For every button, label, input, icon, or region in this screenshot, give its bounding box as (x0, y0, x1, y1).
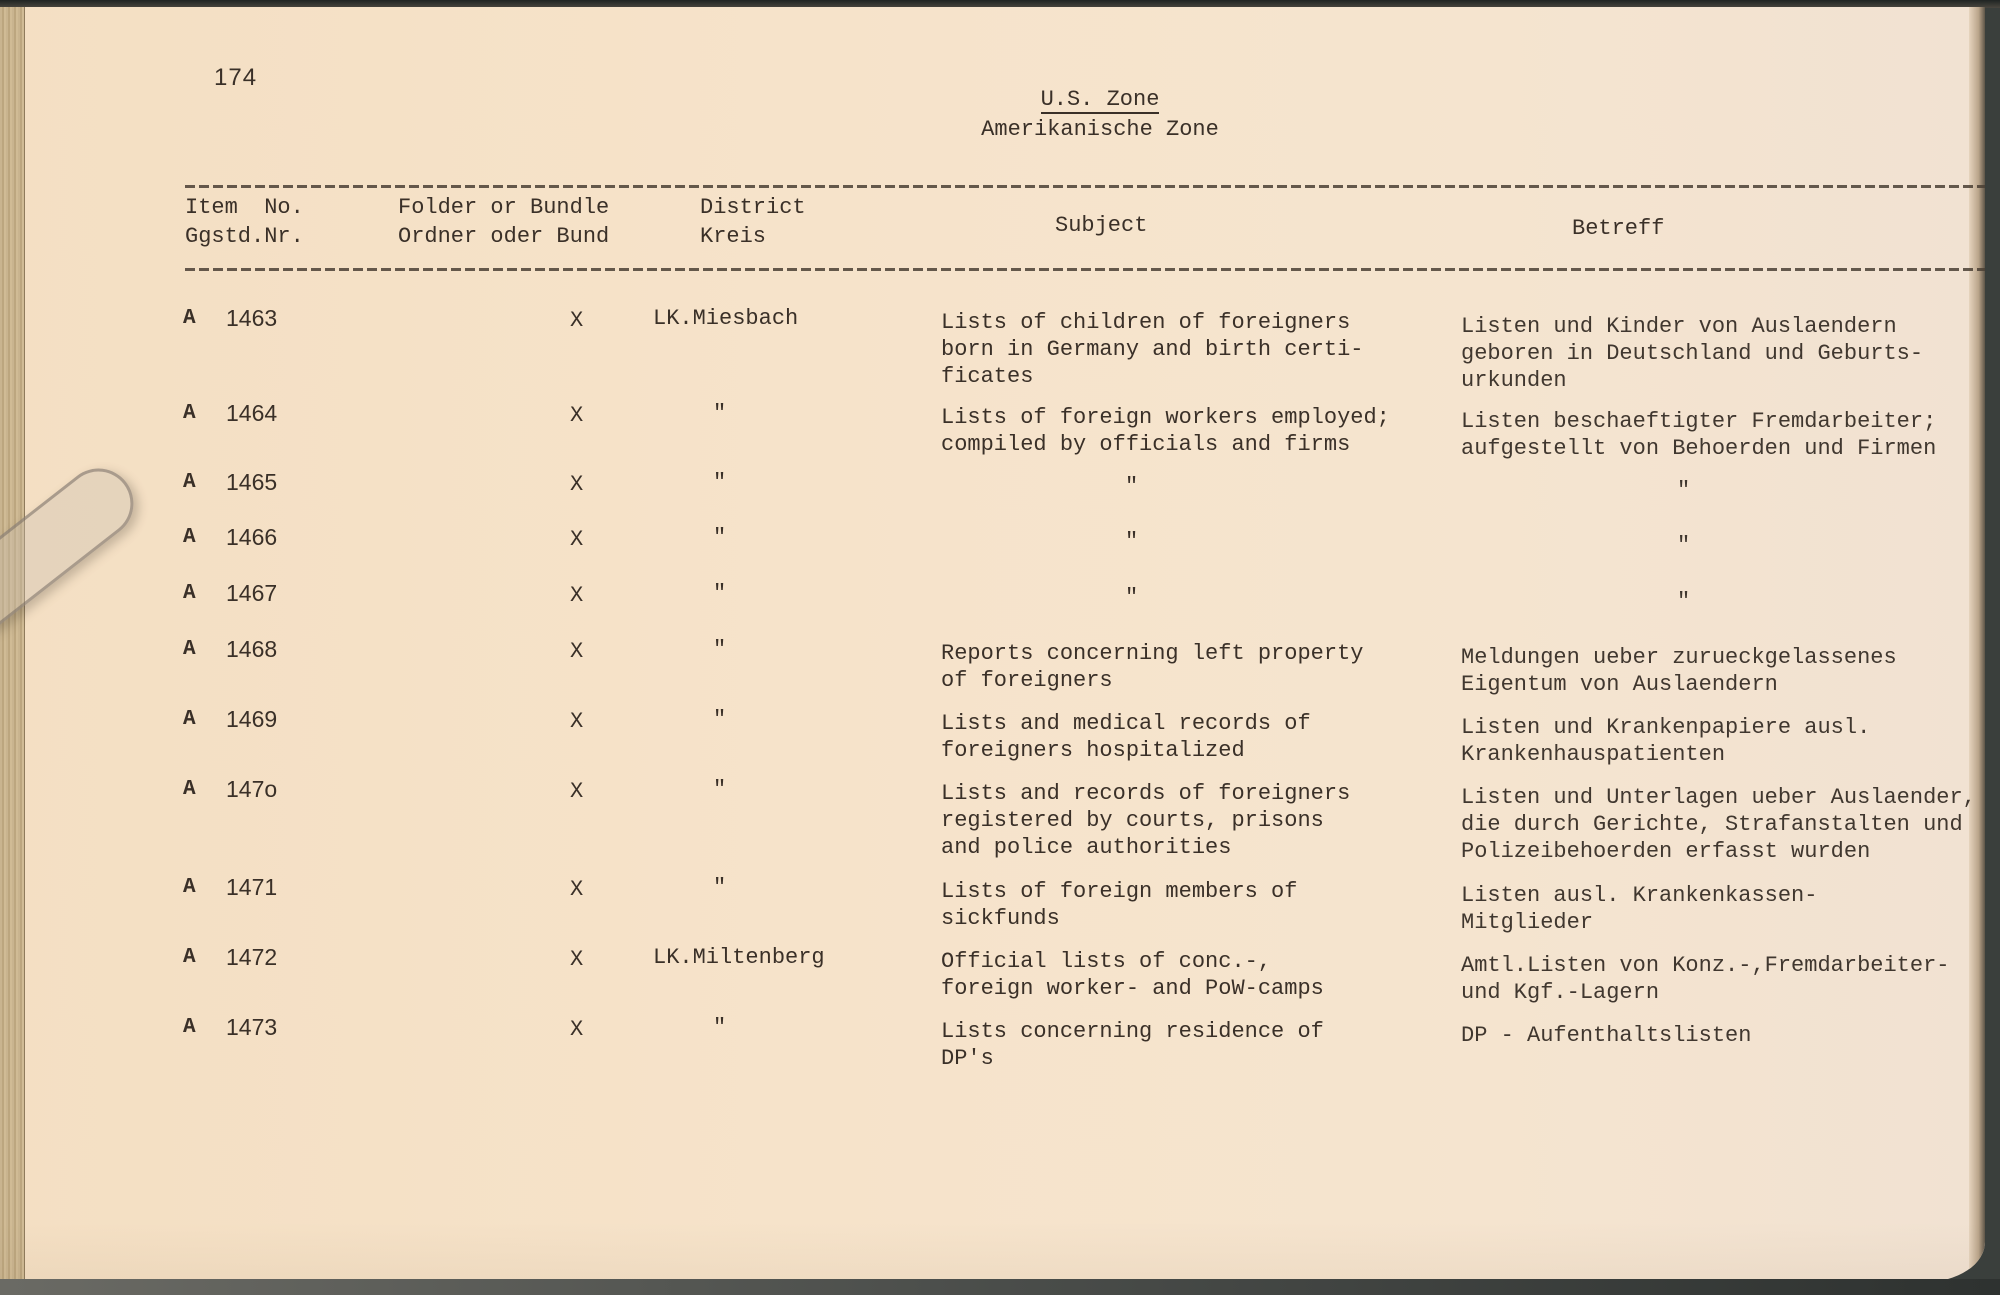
district-name: LK.Miesbach (653, 306, 799, 331)
subject-line: compiled by officials and firms (941, 432, 1351, 457)
item-number: 1463 (226, 305, 278, 331)
zone-title-german: Amerikanische Zone (981, 117, 1219, 142)
item-number: 1467 (226, 580, 278, 606)
subject-line: Lists and records of foreigners (941, 781, 1351, 806)
betreff-line: Listen und Kinder von Auslaendern (1461, 314, 1897, 339)
item-number: 1473 (226, 1014, 278, 1040)
betreff-line: geboren in Deutschland und Geburts- (1461, 341, 1924, 366)
folder-mark: X (570, 1017, 584, 1042)
betreff-text (1461, 408, 1981, 462)
subject-line: Lists of children of foreigners (941, 310, 1351, 335)
betreff-line: urkunden (1461, 368, 1567, 393)
item-number: 147o (226, 776, 278, 802)
betreff-line: Polizeibehoerden erfasst wurden (1461, 839, 1871, 864)
item-prefix: A (183, 708, 196, 731)
column-header-item (185, 193, 304, 251)
subject-line: Lists of foreign members of (941, 879, 1298, 904)
subject-line: ficates (941, 364, 1034, 389)
item-prefix: A (183, 582, 196, 605)
betreff-line: " (1677, 589, 1691, 614)
district-name: " (713, 637, 727, 662)
item-number: 1465 (226, 469, 278, 495)
district-name: " (713, 525, 727, 550)
subject-line: Lists and medical records of (941, 711, 1311, 736)
column-header-subject: Subject (1055, 213, 1148, 238)
item-number: 1469 (226, 706, 278, 732)
item-prefix: A (183, 876, 196, 899)
folder-mark: X (570, 709, 584, 734)
betreff-line: Listen beschaeftigter Fremdarbeiter; (1461, 409, 1937, 434)
subject-line: Reports concerning left property (941, 641, 1364, 666)
page-number: 174 (214, 64, 258, 91)
item-number: 1468 (226, 636, 278, 662)
folder-mark: X (570, 472, 584, 497)
column-header-folder-de: Ordner oder Bund (398, 224, 610, 249)
item-prefix: A (183, 638, 196, 661)
betreff-line: Meldungen ueber zurueckgelassenes (1461, 645, 1897, 670)
betreff-line: DP - Aufenthaltslisten (1461, 1023, 1752, 1048)
betreff-line: Krankenhauspatienten (1461, 742, 1726, 767)
betreff-text (1677, 477, 1985, 504)
subject-text (1125, 528, 1605, 555)
subject-line: foreign worker- and PoW-camps (941, 976, 1324, 1001)
item-prefix: A (183, 526, 196, 549)
header-rule-top (185, 185, 1985, 188)
betreff-line: aufgestellt von Behoerden und Firmen (1461, 436, 1937, 461)
item-number: 1464 (226, 400, 278, 426)
betreff-line: " (1677, 533, 1691, 558)
folder-mark: X (570, 877, 584, 902)
column-header-folder-en: Folder or Bundle (398, 195, 610, 220)
betreff-line: Listen und Unterlagen ueber Auslaender, (1461, 785, 1976, 810)
document-page (0, 7, 1985, 1282)
subject-line: " (1125, 585, 1139, 610)
item-prefix: A (183, 1016, 196, 1039)
book-gutter (0, 7, 25, 1282)
district-name: LK.Miltenberg (653, 945, 825, 970)
betreff-text (1461, 313, 1981, 394)
subject-line: of foreigners (941, 668, 1113, 693)
folder-mark: X (570, 639, 584, 664)
subject-text (1125, 473, 1605, 500)
district-name: " (713, 470, 727, 495)
column-header-item-de: Ggstd.Nr. (185, 224, 304, 249)
subject-text (941, 878, 1421, 932)
district-name: " (713, 707, 727, 732)
betreff-line: Amtl.Listen von Konz.-,Fremdarbeiter- (1461, 953, 1950, 978)
folder-mark: X (570, 583, 584, 608)
subject-text (941, 640, 1421, 694)
subject-text (941, 404, 1421, 458)
betreff-line: Listen und Krankenpapiere ausl. (1461, 715, 1871, 740)
betreff-text (1677, 588, 1985, 615)
subject-line: Lists concerning residence of (941, 1019, 1324, 1044)
folder-mark: X (570, 947, 584, 972)
betreff-text (1461, 952, 1981, 1006)
subject-line: registered by courts, prisons (941, 808, 1324, 833)
folder-mark: X (570, 308, 584, 333)
subject-line: sickfunds (941, 906, 1060, 931)
item-prefix: A (183, 307, 196, 330)
betreff-line: Eigentum von Auslaendern (1461, 672, 1778, 697)
subject-text (941, 948, 1421, 1002)
subject-text (941, 309, 1421, 390)
subject-line: " (1125, 474, 1139, 499)
subject-line: Lists of foreign workers employed; (941, 405, 1390, 430)
column-header-district-en: District (700, 195, 806, 220)
subject-text (941, 1018, 1421, 1072)
item-number: 1466 (226, 524, 278, 550)
district-name: " (713, 581, 727, 606)
item-prefix: A (183, 471, 196, 494)
subject-line: born in Germany and birth certi- (941, 337, 1364, 362)
betreff-text (1461, 714, 1981, 768)
column-header-item-en: Item No. (185, 195, 304, 220)
column-header-district-de: Kreis (700, 224, 767, 249)
betreff-text (1461, 644, 1981, 698)
betreff-line: Mitglieder (1461, 910, 1594, 935)
column-header-betreff: Betreff (1572, 216, 1665, 241)
zone-title-english: U.S. Zone (1040, 87, 1160, 112)
item-number: 1471 (226, 874, 278, 900)
header-rule-bottom (185, 268, 1985, 271)
item-prefix: A (183, 402, 196, 425)
subject-line: foreigners hospitalized (941, 738, 1245, 763)
betreff-line: Listen ausl. Krankenkassen- (1461, 883, 1818, 908)
subject-text (941, 710, 1421, 764)
item-number: 1472 (226, 944, 278, 970)
district-name: " (713, 1015, 727, 1040)
column-header-district (700, 193, 806, 251)
item-prefix: A (183, 946, 196, 969)
betreff-text (1461, 1022, 1981, 1049)
district-name: " (713, 875, 727, 900)
district-name: " (713, 777, 727, 802)
column-header-folder (398, 193, 609, 251)
betreff-text (1461, 882, 1981, 936)
item-prefix: A (183, 778, 196, 801)
betreff-line: die durch Gerichte, Strafanstalten und (1461, 812, 1963, 837)
betreff-text (1461, 784, 1981, 865)
district-name: " (713, 401, 727, 426)
folder-mark: X (570, 779, 584, 804)
betreff-line: " (1677, 478, 1691, 503)
zone-heading (0, 87, 1985, 142)
subject-line: Official lists of conc.-, (941, 949, 1272, 974)
subject-line: DP's (941, 1046, 994, 1071)
subject-line: and police authorities (941, 835, 1232, 860)
folder-mark: X (570, 403, 584, 428)
book-bottom-edge (0, 1279, 2000, 1295)
subject-line: " (1125, 529, 1139, 554)
subject-text (941, 780, 1421, 861)
folder-mark: X (570, 527, 584, 552)
betreff-text (1677, 532, 1985, 559)
subject-text (1125, 584, 1605, 611)
betreff-line: und Kgf.-Lagern (1461, 980, 1660, 1005)
